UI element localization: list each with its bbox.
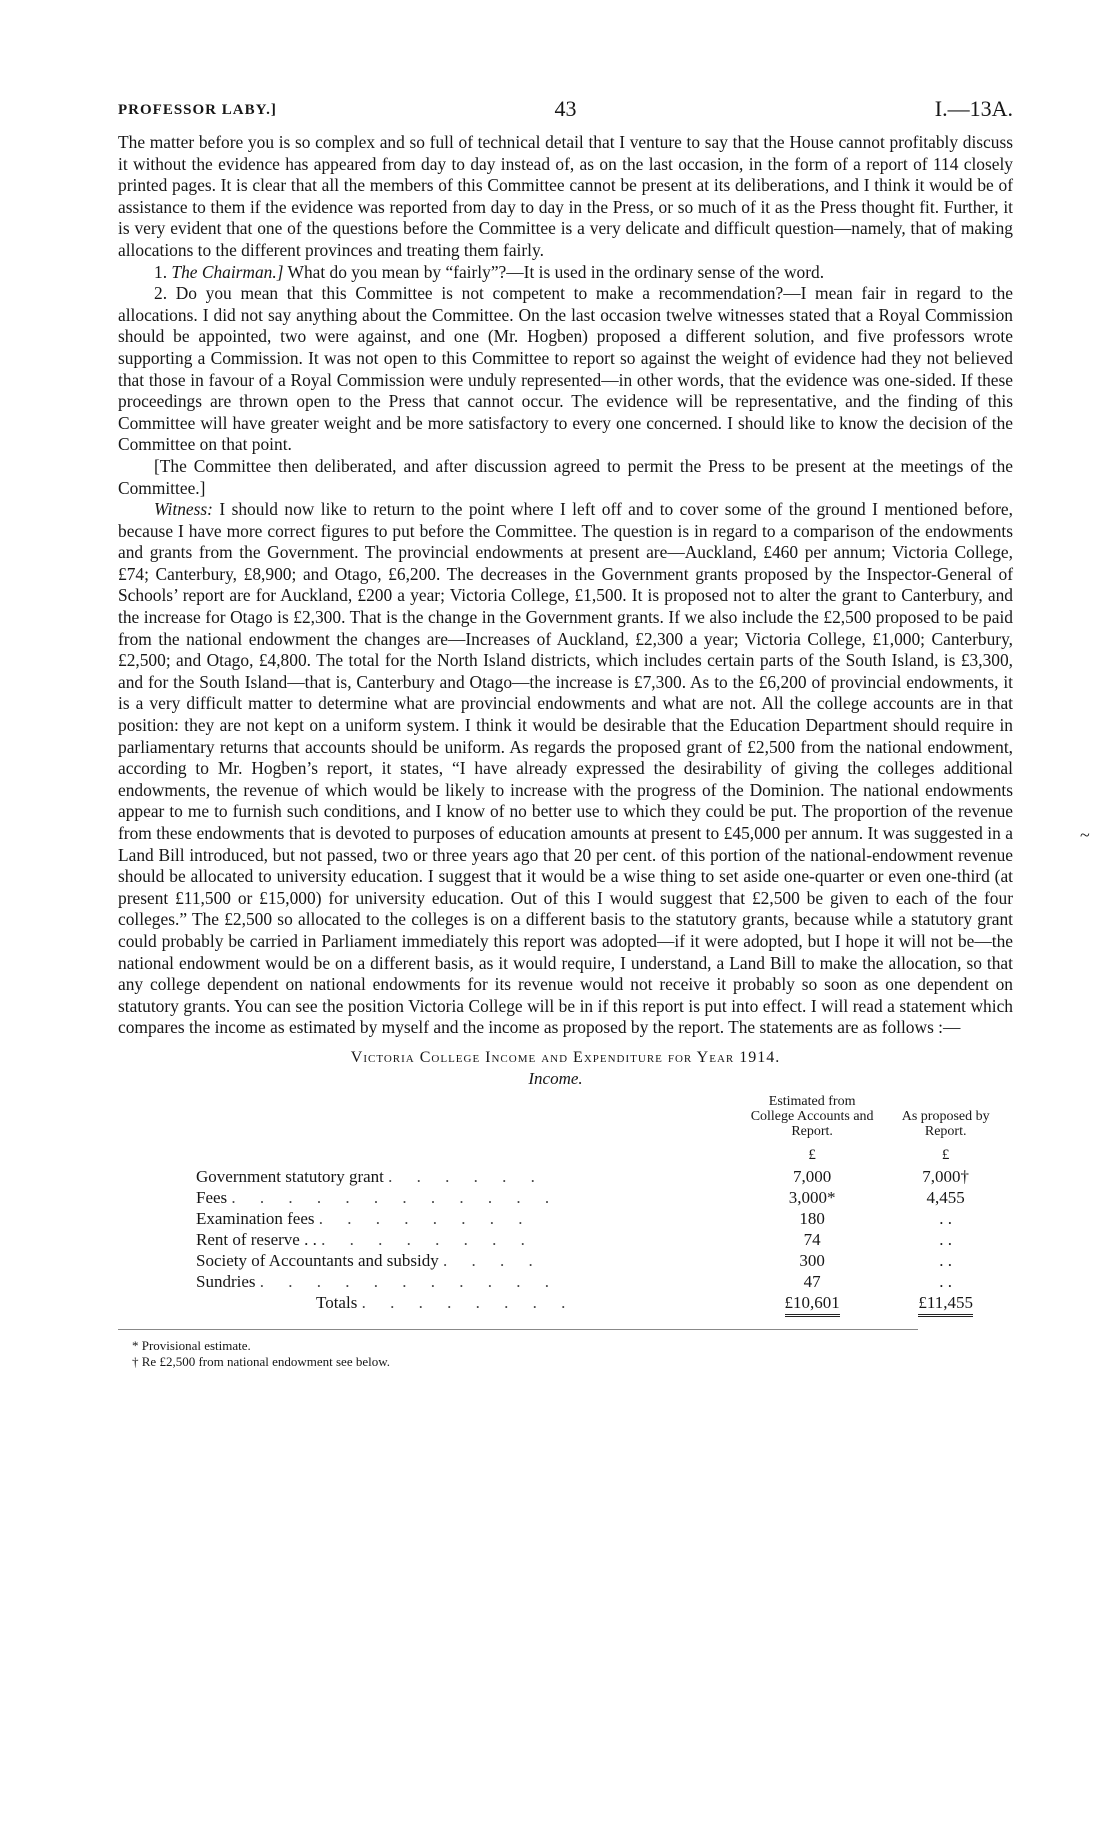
footnote-divider bbox=[118, 1329, 918, 1330]
column-header-proposed: As proposed by Report. bbox=[901, 1108, 990, 1139]
paragraph-opening: The matter before you is so complex and so full of technical detail that I venture to say that the House cannot profitably discuss it without the evidence has appeared from day to day instead of, as on the last occasion, in the form of a report of 114 closely printed pages. It is clear that all the members of this Committee cannot be present at its deliberations, and I think it would be of assistance to them if the evidence was reported from day to day in the Press, or so much of it as the Press thought fit. Further, it is very evident that one of the questions before the Committee is a very delicate and difficult question—namely, that of making allocations to the different provinces and treating them fairly. bbox=[118, 132, 1013, 260]
footnote-provisional: * Provisional estimate. bbox=[132, 1337, 251, 1353]
question-1-number: 1. bbox=[154, 261, 168, 282]
table-row bbox=[196, 1271, 1013, 1292]
page-header bbox=[118, 96, 1013, 132]
row-label: Fees bbox=[196, 1187, 228, 1207]
row-label: Rent of reserve . . bbox=[196, 1229, 317, 1249]
row-estimated: 74 bbox=[803, 1229, 821, 1249]
row-label: Sundries bbox=[196, 1271, 256, 1291]
row-proposed: . . bbox=[939, 1208, 953, 1228]
table-title: Victoria College Income and Expenditure for Year 1914. bbox=[350, 1048, 781, 1066]
page-number: 43 bbox=[554, 96, 577, 121]
table-subtitle: Income. bbox=[528, 1068, 583, 1088]
unit-estimated: £ bbox=[808, 1146, 816, 1163]
question-2: 2. Do you mean that this Committee is not competent to make a recommendation?—I mean fair in regard to the allocations. I did not say anything about the Committee. On the last occasion twelve witnesses stated that a Royal Commission should be appointed, two were against, and one (Mr. Hogben) proposed a different solution, and five professors wrote supporting a Commission. It was not open to this Committee to report so against the weight of evidence had they not believed that those in favour of a Royal Commission were unduly represented—in other words, that the evidence was one-sided. If these proceedings are thrown open to the Press that cannot occur. The evidence will be representative, and the finding of this Committee will have greater weight and be more satisfactory to every one concerned. I should like to know the decision of the Committee on that point. bbox=[118, 283, 1013, 455]
row-estimated: 7,000 bbox=[793, 1166, 832, 1186]
witness-label: Witness: bbox=[154, 499, 213, 520]
income-table bbox=[196, 1093, 1013, 1313]
row-estimated: 180 bbox=[799, 1208, 825, 1228]
running-head-right: I.—13A. bbox=[934, 96, 1013, 121]
table-row bbox=[196, 1208, 1013, 1229]
leader-dots: . . . . . . . . bbox=[318, 1208, 533, 1228]
leader-dots: . . . . . . . . . . . bbox=[259, 1271, 559, 1291]
unit-row bbox=[196, 1145, 1013, 1166]
table-row bbox=[196, 1229, 1013, 1250]
body-text bbox=[118, 132, 1013, 1039]
table-row bbox=[196, 1187, 1013, 1208]
running-head-left: PROFESSOR LABY.] bbox=[118, 102, 277, 118]
question-1 bbox=[118, 262, 1013, 284]
row-label: Examination fees bbox=[196, 1208, 315, 1228]
row-label: Society of Accountants and subsidy bbox=[196, 1250, 439, 1270]
leader-dots: . . . . bbox=[442, 1250, 543, 1270]
footnotes bbox=[118, 1338, 1013, 1370]
leader-dots: . . . . . . bbox=[388, 1166, 545, 1186]
row-proposed: . . bbox=[939, 1271, 953, 1291]
column-header-estimated: Estimated from College Accounts and Report. bbox=[750, 1093, 874, 1139]
footnote-national-endowment: † Re £2,500 from national endowment see below. bbox=[132, 1353, 391, 1369]
witness-text: I should now like to return to the point where I left off and to cover some of the ground I mentioned before, because I have more correct figures to put before the Committee. The question is in regard to a comparison of the endowments and grants from the Government. The provincial endowments at present are—Auckland, £460 per annum; Victoria College, £74; Canterbury, £8,900; and Otago, £6,200. The decreases in the Government grants proposed by the Inspector-General of Schools’ report are for Auckland, £200 a year; Victoria College, £1,500. It is proposed not to alter the grant to Canterbury, and the increase for Otago is £2,300. That is the change in the Government grants. If we also include the £2,500 proposed to be paid from the national endowment the changes are—Increases of Auckland, £2,300 a year; Victoria College, £1,000; Canterbury, £2,500; and Otago, £4,800. The total for the North Island districts, which includes certain parts of the South Island, is £3,300, and for the South Island—that is, Canterbury and Otago—the increase is £7,300. As to the £6,200 of provincial endowments, it is a very difficult matter to determine what are provincial endowments and what are not. All the college accounts are in that position: they are not kept on a uniform system. I think it would be desirable that the Education Department should require in parliamentary returns that accounts should be uniform. As regards the proposed grant of £2,500 from the national endowment, according to Mr. Hogben’s report, it states, “I have already expressed the desirability of giving the colleges additional endowments, the revenue of which would be likely to increase with the progress of the Dominion. The national endowments appear to me to furnish such conditions, and I know of no better use to which they could be put. The proportion of the revenue from these endowments that is devoted to purposes of education amounts at present to £45,000 per annum. It was suggested in a Land Bill introduced, but not passed, two or three years ago that 20 per cent. of this portion of the national-endowment revenue should be allocated to university education. I suggest that it would be a wise thing to set aside one-quarter or even one-third (at present £11,500 or £15,000) for university education. Out of this I would suggest that £2,500 be given to each of the four colleges.” The £2,500 so allocated to the colleges is on a different basis to the statutory grants, because while a statutory grant could probably be carried in Parliament immediately this report was adopted—if it were adopted, but I hope it will not be—the national endowment would be on a different basis, as it would require, I understand, a Land Bill to make the allocation, so that any college dependent on national endowments for its revenue would not receive it probably so soon as one dependent on statutory grants. You can see the position Victoria College will be in if this report is put into effect. I will read a statement which compares the income as estimated by myself and the income as proposed by the report. The statements are as follows :— bbox=[118, 499, 1013, 1038]
header-blank bbox=[196, 1093, 746, 1145]
row-proposed: 7,000† bbox=[922, 1166, 970, 1186]
witness-statement bbox=[118, 499, 1013, 1039]
totals-estimated: £10,601 bbox=[785, 1293, 840, 1317]
row-proposed: . . bbox=[939, 1250, 953, 1270]
unit-proposed: £ bbox=[941, 1146, 950, 1163]
leader-dots: . . . . . . . . bbox=[321, 1229, 535, 1249]
row-estimated: 3,000* bbox=[788, 1187, 836, 1207]
totals-row bbox=[196, 1292, 1013, 1313]
table-row bbox=[196, 1166, 1013, 1187]
totals-label: Totals bbox=[316, 1292, 358, 1312]
row-proposed: . . bbox=[939, 1229, 953, 1249]
question-1-speaker: The Chairman.] bbox=[171, 261, 284, 282]
row-label: Government statutory grant bbox=[196, 1166, 384, 1186]
leader-dots: . . . . . . . . bbox=[361, 1292, 576, 1312]
question-1-text: What do you mean by “fairly”?—It is used in the ordinary sense of the word. bbox=[283, 261, 825, 282]
row-estimated: 300 bbox=[799, 1250, 825, 1270]
table-row bbox=[196, 1250, 1013, 1271]
row-proposed: 4,455 bbox=[926, 1187, 965, 1207]
table-header-row bbox=[196, 1093, 1013, 1145]
leader-dots: . . . . . . . . . . . . bbox=[231, 1187, 560, 1207]
margin-mark: ~ bbox=[1080, 825, 1090, 845]
committee-note: [The Committee then deliberated, and after discussion agreed to permit the Press to be present at the meetings of the Committee.] bbox=[118, 455, 1013, 498]
totals-proposed: £11,455 bbox=[918, 1293, 973, 1317]
row-estimated: 47 bbox=[803, 1271, 821, 1291]
